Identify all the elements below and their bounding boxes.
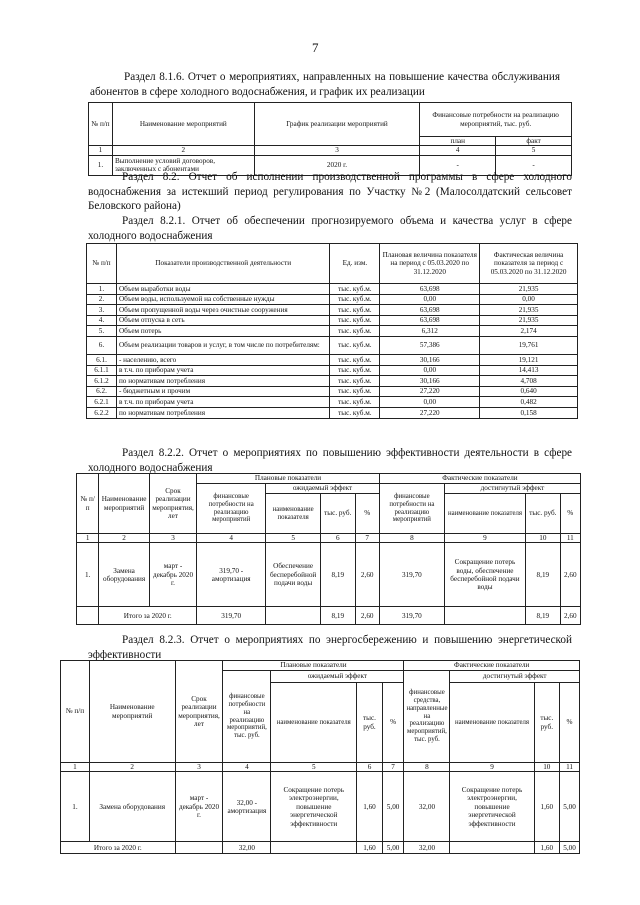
table-row [87, 284, 578, 295]
th-term: Срок реализации мероприятия, лет [149, 474, 196, 534]
th-fact: Фактическая величина показателя за период с 05.03.2020 по 31.12.2020 [480, 244, 578, 284]
table-row [87, 376, 578, 387]
cell-plan: 27,220 [380, 407, 480, 418]
cell-num: 1. [77, 543, 99, 607]
cell-total-label: Итого за 2020 г. [99, 607, 197, 625]
cell-total-pct-plan: 2,60 [355, 607, 379, 625]
cell-num: 6. [87, 336, 117, 354]
table-row [87, 305, 578, 316]
cell-fact: 0,640 [480, 386, 578, 397]
cell-unit: тыс. куб.м. [330, 365, 380, 376]
th-ind-plan: наименование показателя [266, 494, 321, 534]
th-name: Наименование мероприятий [89, 661, 175, 763]
idx-cell: 5 [496, 146, 572, 155]
th-indicator: Показатели производственной деятельности [116, 244, 329, 284]
idx-cell: 4 [420, 146, 496, 155]
idx-cell: 8 [379, 534, 444, 543]
cell-name: Объем отпуска в сеть [116, 315, 329, 326]
th-unit: Ед. изм. [330, 244, 380, 284]
cell-unit: тыс. куб.м. [330, 294, 380, 305]
cell-plan: 30,166 [380, 354, 480, 365]
table-822 [76, 473, 581, 625]
th-term: Срок реализации мероприятия, лет [175, 661, 223, 763]
cell-unit: тыс. куб.м. [330, 397, 380, 408]
section-82-heading: Раздел 8.2. Отчет об исполнении производственной программы в сфере холодного водоснабжения за истекший период регулирования по Участку №2 (Малосолдатский сельсовет Беловского района) [88, 171, 572, 212]
cell-unit: тыс. куб.м. [330, 305, 380, 316]
th-num: № п/п [87, 244, 117, 284]
cell-fact: 19,761 [480, 336, 578, 354]
th-rub-fact: тыс. руб. [534, 683, 560, 763]
cell-plan: 0,00 [380, 397, 480, 408]
idx-cell: 11 [560, 763, 580, 772]
cell-fact: 21,935 [480, 315, 578, 326]
section-823-heading: Раздел 8.2.3. Отчет о мероприятиях по энергосбережению и повышению энергетической эффективности [88, 634, 572, 661]
th-rub-plan: тыс. руб. [357, 683, 383, 763]
th-ind-fact: наименование показателя [444, 494, 525, 534]
cell-unit: тыс. куб.м. [330, 284, 380, 295]
cell-name: - бюджетным и прочим [116, 386, 329, 397]
cell-name: по нормативам потребления [116, 407, 329, 418]
th-fin-plan: финансовые потребности на реализацию мероприятий, тыс. руб. [223, 671, 271, 763]
cell-ind-plan: Обеспечение бесперебойной подачи воды [266, 543, 321, 607]
cell-plan: - [420, 155, 496, 175]
th-expected: ожидаемый эффект [271, 671, 404, 683]
th-expected: ожидаемый эффект [266, 484, 380, 494]
section-822-heading: Раздел 8.2.2. Отчет о мероприятиях по повышению эффективности деятельности в сфере холодного водоснабжения [88, 447, 572, 474]
table-821 [86, 243, 578, 419]
th-planned: Плановые показатели [197, 474, 380, 484]
cell-term: март - декабрь 2020 г. [175, 772, 223, 842]
th-plan: Плановая величина показателя на период с 05.03.2020 по 31.12.2020 [380, 244, 480, 284]
table-row [87, 336, 578, 354]
idx-cell: 2 [99, 534, 150, 543]
cell-num: 5. [87, 326, 117, 337]
th-pct-plan: % [355, 494, 379, 534]
idx-cell: 7 [382, 763, 404, 772]
cell-fact: 19,121 [480, 354, 578, 365]
th-fact: факт [496, 137, 572, 146]
th-fin: Финансовые потребности на реализацию мероприятий, тыс. руб. [420, 103, 572, 137]
table-823 [60, 660, 580, 854]
th-num: № п/п [61, 661, 90, 763]
idx-cell: 1 [61, 763, 90, 772]
cell-rub-plan: 1,60 [357, 772, 383, 842]
table-row [87, 407, 578, 418]
cell-ind-plan: Сокращение потерь электроэнергии, повышение энергетической эффективности [271, 772, 357, 842]
cell-unit: тыс. куб.м. [330, 336, 380, 354]
cell-ind-fact: Сокращение потерь электроэнергии, повышение энергетической эффективности [450, 772, 534, 842]
th-ind-plan: наименование показателя [271, 683, 357, 763]
cell-total-fin-plan: 319,70 [197, 607, 266, 625]
idx-cell: 4 [223, 763, 271, 772]
cell-name: Объем потерь [116, 326, 329, 337]
cell-name: Объем воды, используемой на собственные нужды [116, 294, 329, 305]
cell-rub-fact: 1,60 [534, 772, 560, 842]
idx-cell: 1 [89, 146, 113, 155]
cell-num: 1. [89, 155, 113, 175]
cell-schedule: 2020 г. [254, 155, 420, 175]
cell-fact: 2,174 [480, 326, 578, 337]
cell-name: по нормативам потребления [116, 376, 329, 387]
cell-rub-fact: 8,19 [526, 543, 561, 607]
cell-total-rub-plan: 1,60 [357, 842, 383, 854]
idx-cell: 5 [271, 763, 357, 772]
cell-unit: тыс. куб.м. [330, 354, 380, 365]
idx-cell: 6 [357, 763, 383, 772]
cell-pct-fact: 5,00 [560, 772, 580, 842]
idx-cell: 2 [89, 763, 175, 772]
cell-fact: 0,00 [480, 294, 578, 305]
th-pct-fact: % [560, 494, 580, 534]
th-pct-fact: % [560, 683, 580, 763]
cell-ind-fact: Сокращение потерь воды, обеспечение бесперебойной подачи воды [444, 543, 525, 607]
th-plan: план [420, 137, 496, 146]
cell-num: 6.2. [87, 386, 117, 397]
cell-fin-plan: 319,70 - амортизация [197, 543, 266, 607]
th-achieved: достигнутый эффект [444, 484, 580, 494]
idx-cell: 11 [560, 534, 580, 543]
idx-cell: 9 [450, 763, 534, 772]
table-row [87, 354, 578, 365]
cell-pct-fact: 2,60 [560, 543, 580, 607]
cell-fin-fact: 319,70 [379, 543, 444, 607]
cell-plan: 0,00 [380, 294, 480, 305]
table-row [87, 326, 578, 337]
cell-total-pct-fact: 2,60 [560, 607, 580, 625]
cell-rub-plan: 8,19 [321, 543, 356, 607]
cell-num: 3. [87, 305, 117, 316]
page-number: 7 [312, 40, 319, 55]
th-name: Наименование мероприятий [112, 103, 254, 146]
cell-name: Объем реализации товаров и услуг, в том числе по потребителям: [116, 336, 329, 354]
table-row [87, 365, 578, 376]
cell-plan: 30,166 [380, 376, 480, 387]
cell-plan: 0,00 [380, 365, 480, 376]
cell-num: 1. [61, 772, 90, 842]
idx-cell: 3 [149, 534, 196, 543]
th-achieved: достигнутый эффект [450, 671, 580, 683]
idx-cell: 5 [266, 534, 321, 543]
idx-cell: 8 [404, 763, 450, 772]
th-actual: Фактические показатели [404, 661, 580, 671]
cell-name: Объем выработки воды [116, 284, 329, 295]
th-name: Наименование мероприятий [99, 474, 150, 534]
idx-cell: 7 [355, 534, 379, 543]
cell-total-fin-fact: 32,00 [404, 842, 450, 854]
cell-name: Объем пропущенной воды через очистные сооружения [116, 305, 329, 316]
th-planned: Плановые показатели [223, 661, 404, 671]
cell-fin-fact: 32,00 [404, 772, 450, 842]
cell-num: 4. [87, 315, 117, 326]
cell-total-fin-plan: 32,00 [223, 842, 271, 854]
th-schedule: График реализации мероприятий [254, 103, 420, 146]
th-num: № п/п [77, 474, 99, 534]
cell-num: 6.1.2 [87, 376, 117, 387]
cell-name: Выполнение условий договоров, заключенных с абонентами [112, 155, 254, 175]
cell-fact: 4,708 [480, 376, 578, 387]
th-rub-fact: тыс. руб. [526, 494, 561, 534]
th-fin-fact: финансовые средства, направленные на реализацию мероприятий, тыс. руб. [404, 671, 450, 763]
cell-name: в т.ч. по приборам учета [116, 365, 329, 376]
cell-fin-plan: 32,00 - амортизация [223, 772, 271, 842]
cell-total-fin-fact: 319,70 [379, 607, 444, 625]
cell-total-rub-plan: 8,19 [321, 607, 356, 625]
cell-fact: 0,482 [480, 397, 578, 408]
cell-term: март - декабрь 2020 г. [149, 543, 196, 607]
cell-plan: 27,220 [380, 386, 480, 397]
idx-cell: 6 [321, 534, 356, 543]
th-fin-plan: финансовые потребности на реализацию мероприятий [197, 484, 266, 534]
cell-num: 2. [87, 294, 117, 305]
th-num: № п/п [89, 103, 113, 146]
cell-unit: тыс. куб.м. [330, 407, 380, 418]
cell-total-pct-fact: 5,00 [560, 842, 580, 854]
cell-plan: 57,386 [380, 336, 480, 354]
th-pct-plan: % [382, 683, 404, 763]
idx-cell: 3 [254, 146, 420, 155]
cell-name: Замена оборудования [89, 772, 175, 842]
cell-name: в т.ч. по приборам учета [116, 397, 329, 408]
cell-total-pct-plan: 5,00 [382, 842, 404, 854]
cell-num: 1. [87, 284, 117, 295]
idx-cell: 1 [77, 534, 99, 543]
table-row [87, 397, 578, 408]
cell-total-label: Итого за 2020 г. [61, 842, 176, 854]
idx-cell: 10 [534, 763, 560, 772]
cell-fact: 21,935 [480, 305, 578, 316]
idx-cell: 10 [526, 534, 561, 543]
cell-name: - населению, всего [116, 354, 329, 365]
idx-cell: 2 [112, 146, 254, 155]
cell-num: 6.2.1 [87, 397, 117, 408]
cell-name: Замена оборудования [99, 543, 150, 607]
cell-plan: 6,312 [380, 326, 480, 337]
section-816-heading: Раздел 8.1.6. Отчет о мероприятиях, направленных на повышение качества обслуживания абонентов в сфере холодного водоснабжения, и график их реализации [90, 71, 560, 98]
th-fin-fact: финансовые потребности на реализацию мероприятий [379, 484, 444, 534]
cell-fact: 21,935 [480, 284, 578, 295]
cell-fact: 0,158 [480, 407, 578, 418]
table-row [87, 386, 578, 397]
cell-num: 6.1. [87, 354, 117, 365]
idx-cell: 3 [175, 763, 223, 772]
th-actual: Фактические показатели [379, 474, 580, 484]
cell-total-rub-fact: 8,19 [526, 607, 561, 625]
cell-plan: 63,698 [380, 284, 480, 295]
cell-plan: 63,698 [380, 315, 480, 326]
cell-total-rub-fact: 1,60 [534, 842, 560, 854]
cell-plan: 63,698 [380, 305, 480, 316]
cell-num: 6.2.2 [87, 407, 117, 418]
cell-unit: тыс. куб.м. [330, 386, 380, 397]
table-816 [88, 102, 572, 176]
idx-cell: 9 [444, 534, 525, 543]
cell-pct-plan: 2,60 [355, 543, 379, 607]
cell-fact: - [496, 155, 572, 175]
idx-cell: 4 [197, 534, 266, 543]
table-row [87, 294, 578, 305]
section-821-heading: Раздел 8.2.1. Отчет об обеспечении прогнозируемого объема и качества услуг в сфере холодного водоснабжения [88, 215, 572, 242]
cell-unit: тыс. куб.м. [330, 376, 380, 387]
cell-fact: 14,413 [480, 365, 578, 376]
cell-unit: тыс. куб.м. [330, 326, 380, 337]
th-ind-fact: наименование показателя [450, 683, 534, 763]
cell-num: 6.1.1 [87, 365, 117, 376]
cell-pct-plan: 5,00 [382, 772, 404, 842]
th-rub-plan: тыс. руб. [321, 494, 356, 534]
table-row [87, 315, 578, 326]
cell-unit: тыс. куб.м. [330, 315, 380, 326]
